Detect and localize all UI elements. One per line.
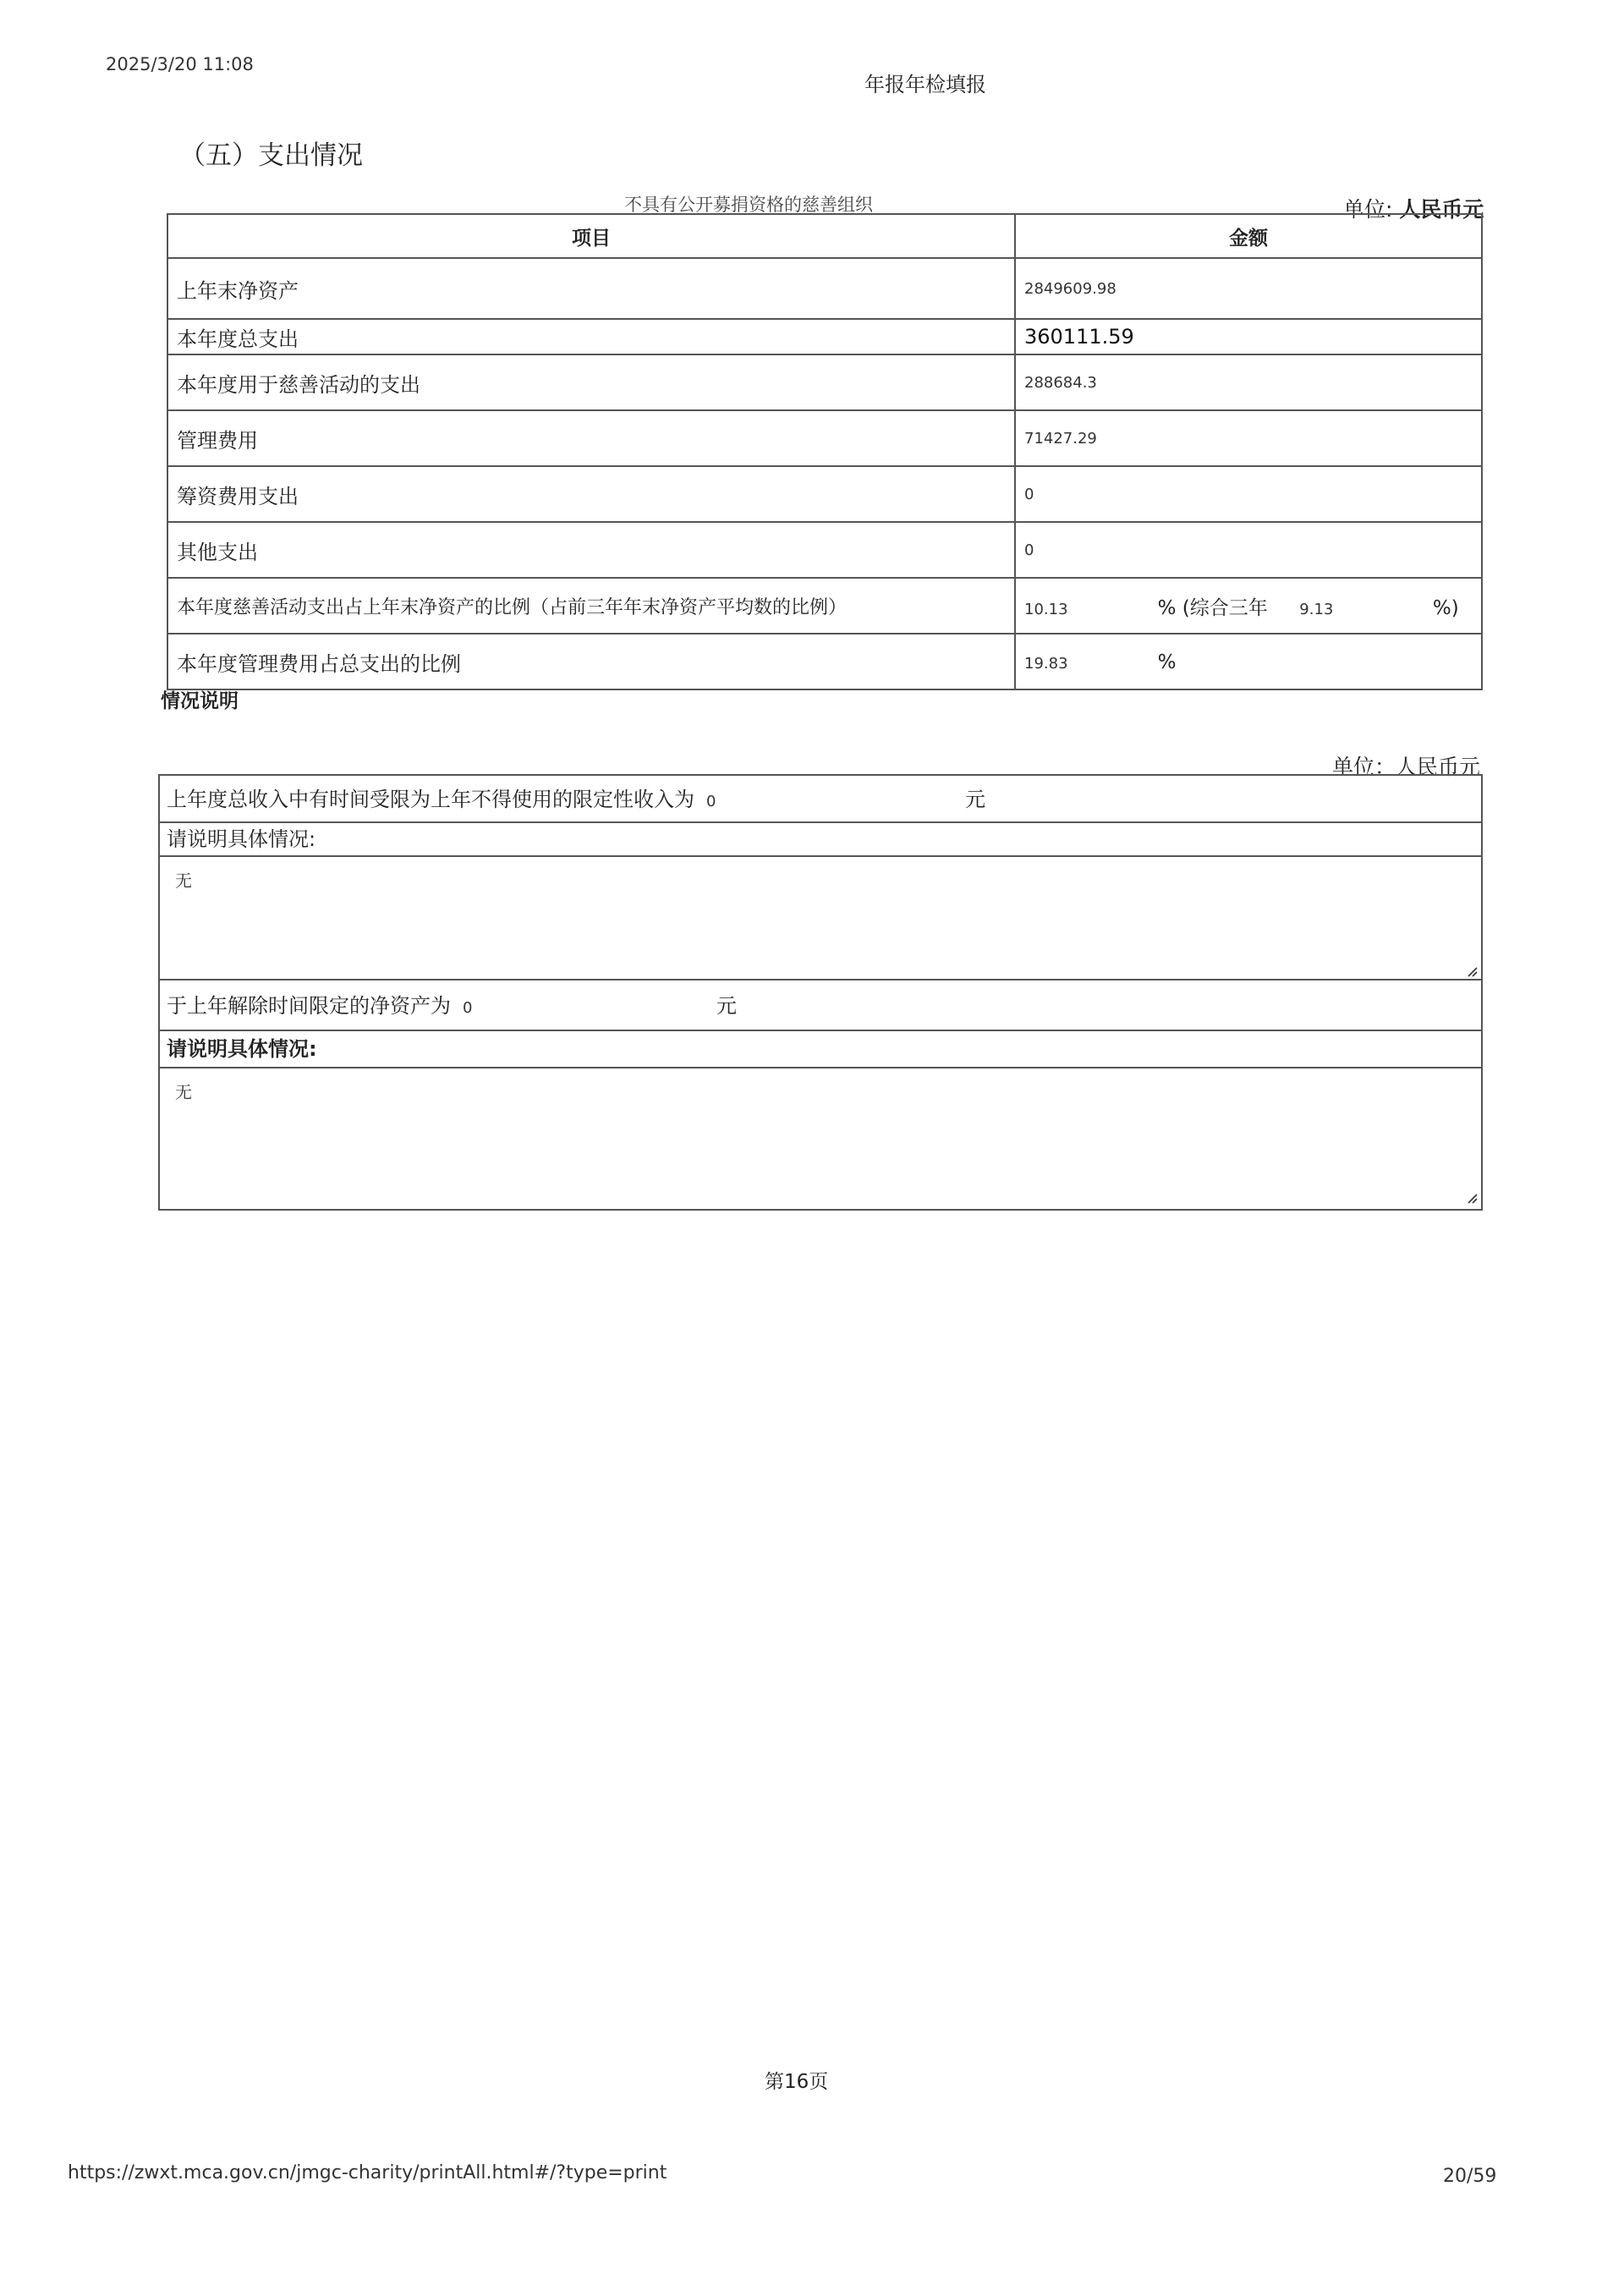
row-label: 上年末净资产	[167, 258, 1015, 319]
three-year-ratio-value: 9.13	[1299, 600, 1334, 618]
explanation-text: 无	[175, 871, 192, 891]
table-row	[167, 258, 1482, 319]
organization-type-subtitle: 不具有公开募捐资格的慈善组织	[624, 195, 873, 215]
released-assets-unit: 元	[716, 994, 737, 1018]
released-assets-row	[160, 980, 1481, 1031]
restricted-income-label: 上年度总收入中有时间受限为上年不得使用的限定性收入为	[167, 788, 694, 811]
restricted-income-unit: 元	[965, 788, 985, 811]
charity-ratio-suffix: % (综合三年	[1157, 596, 1268, 619]
row-value: 360111.59	[1015, 319, 1482, 354]
section-heading: （五）支出情况	[179, 140, 363, 171]
table-header-row	[167, 214, 1482, 258]
row-label: 管理费用	[167, 410, 1015, 466]
charity-ratio-value: 10.13	[1024, 600, 1068, 618]
expense-table	[167, 213, 1483, 690]
notes-title: 情况说明	[161, 690, 239, 712]
table-row	[167, 578, 1482, 634]
row-value: 2849609.98	[1015, 258, 1482, 319]
mgmt-ratio-value: 19.83	[1024, 655, 1068, 673]
charity-ratio-label: 本年度慈善活动支出占上年末净资产的比例（占前三年年末净资产平均数的比例）	[167, 578, 1015, 634]
released-assets-label: 于上年解除时间限定的净资产为	[167, 994, 451, 1018]
three-year-ratio-close: %)	[1432, 596, 1459, 619]
released-explanation-textarea[interactable]	[160, 1068, 1481, 1206]
restricted-funds-panel	[158, 774, 1483, 1211]
restricted-income-value: 0	[706, 793, 716, 810]
charity-ratio-cell	[1015, 578, 1482, 634]
unit-prefix: 单位:	[1343, 197, 1393, 222]
column-header-item: 项目	[167, 214, 1015, 258]
explain-label-row-2	[160, 1031, 1481, 1068]
row-label: 筹资费用支出	[167, 466, 1015, 522]
unit-value: 人民币元	[1399, 197, 1484, 222]
explain-label: 请说明具体情况:	[167, 1037, 317, 1061]
mgmt-ratio-label: 本年度管理费用占总支出的比例	[167, 634, 1015, 689]
row-label: 本年度总支出	[167, 319, 1015, 354]
table-row	[167, 319, 1482, 354]
released-assets-value: 0	[463, 999, 473, 1017]
restricted-income-row	[160, 776, 1481, 823]
column-header-amount: 金额	[1015, 214, 1482, 258]
restricted-explanation-textarea[interactable]	[160, 857, 1481, 980]
row-value: 0	[1015, 522, 1482, 578]
document-title: 年报年检填报	[864, 73, 986, 96]
explanation-text: 无	[175, 1082, 192, 1102]
page-count: 20/59	[1443, 2166, 1497, 2187]
row-value: 71427.29	[1015, 410, 1482, 466]
print-url: https://zwxt.mca.gov.cn/jmgc-charity/printAll.html#/?type=print	[68, 2162, 667, 2183]
row-label: 本年度用于慈善活动的支出	[167, 354, 1015, 410]
row-value: 288684.3	[1015, 354, 1482, 410]
row-value: 0	[1015, 466, 1482, 522]
page-number: 第16页	[765, 2071, 829, 2093]
mgmt-ratio-cell	[1015, 634, 1482, 689]
table-row	[167, 634, 1482, 689]
table-row	[167, 522, 1482, 578]
table-row	[167, 410, 1482, 466]
notes-currency-unit: 单位：人民币元	[1332, 755, 1481, 779]
table-row	[167, 466, 1482, 522]
resize-handle-icon[interactable]	[1466, 1192, 1478, 1204]
table-row	[167, 354, 1482, 410]
explain-label-row	[160, 823, 1481, 857]
resize-handle-icon[interactable]	[1466, 965, 1478, 977]
mgmt-ratio-unit: %	[1157, 651, 1177, 673]
explain-label: 请说明具体情况:	[167, 827, 316, 851]
row-label: 其他支出	[167, 522, 1015, 578]
print-date: 2025/3/20 11:08	[106, 54, 254, 74]
